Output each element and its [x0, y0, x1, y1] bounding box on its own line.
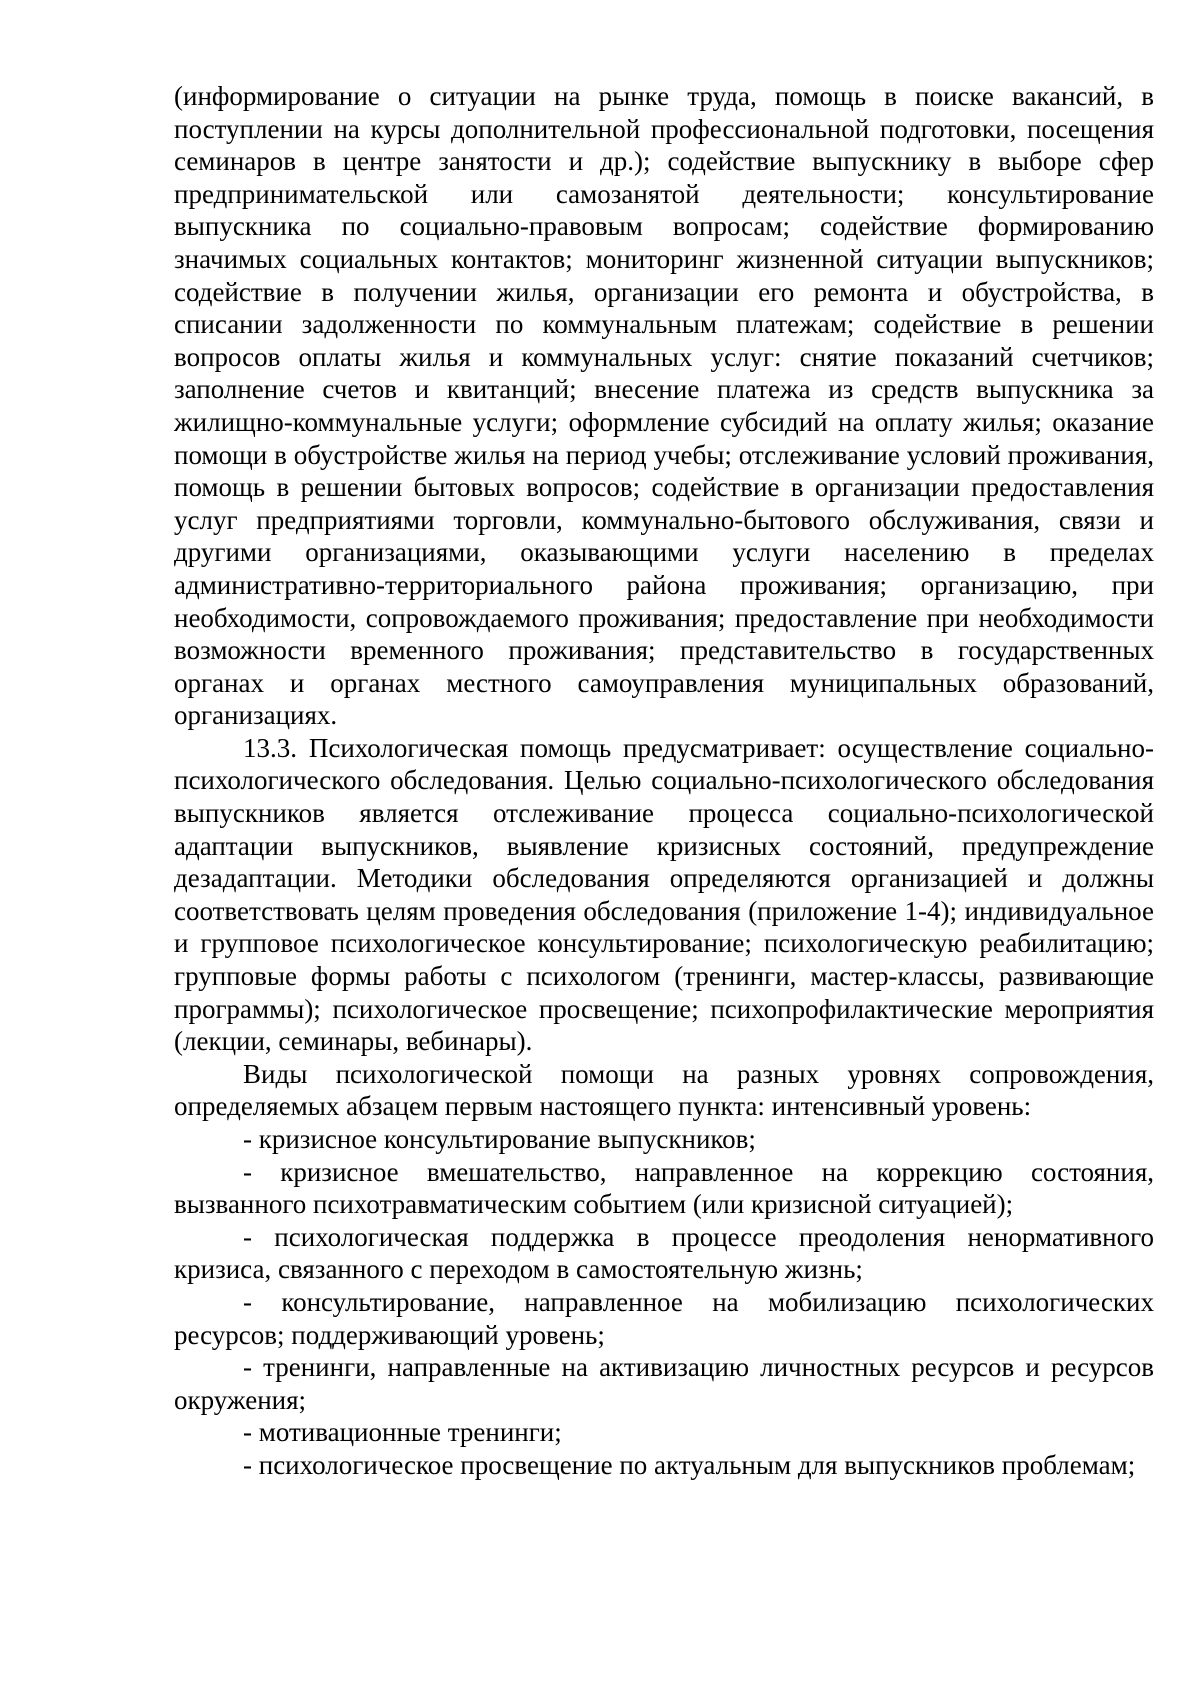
list-item-resource-trainings: - тренинги, направленные на активизацию личностных ресурсов и ресурсов окружения;: [174, 1352, 1154, 1415]
list-item-motivational-trainings: - мотивационные тренинги;: [243, 1417, 562, 1448]
paragraph-employment-and-housing-support: (информирование о ситуации на рынке труда, помощь в поиске вакансий, в поступлении на курсы дополнительной профессиональной подготовки, посещения семинаров в центре занятости и др.); содействие выпускнику в выборе сфер предпринимательской или самозанятой деятельности; консультирование выпускника по социально-правовым вопросам; содействие формированию значимых социальных контактов; мониторинг жизненной ситуации выпускников; содействие в получении жилья, организации его ремонта и обустройства, в списании задолженности по коммунальным платежам; содействие в решении вопросов оплаты жилья и коммунальных услуг: снятие показаний счетчиков; заполнение счетов и квитанций; внесение платежа из средств выпускника за жилищно-коммунальные услуги; оформление субсидий на оплату жилья; оказание помощи в обустройстве жилья на период учебы; отслеживание условий проживания, помощь в решении бытовых вопросов; содействие в организации предоставления услуг предприятиями торговли, коммунально-бытового обслуживания, связи и другими организациями, оказывающими услуги населению в пределах административно-территориального района проживания; организацию, при необходимости, сопровождаемого проживания; предоставление при необходимости возможности временного проживания; представительство в государственных органах и органах местного самоуправления муниципальных образований, организациях.: [174, 81, 1154, 731]
list-item-psychological-support: - психологическая поддержка в процессе преодоления ненормативного кризиса, связанного с переходом в самостоятельную жизнь;: [174, 1221, 1154, 1285]
paragraph-help-levels-intro: Виды психологической помощи на разных уровнях сопровождения, определяемых абзацем первым настоящего пункта: интенсивный уровень:: [174, 1058, 1154, 1122]
list-item-crisis-intervention: - кризисное вмешательство, направленное на коррекцию состояния, вызванного психотравматическим событием (или кризисной ситуацией);: [174, 1156, 1154, 1220]
list-item-resource-mobilization: - консультирование, направленное на мобилизацию психологических ресурсов; поддерживающий уровень;: [174, 1286, 1154, 1350]
paragraph-13-3-psychological-help: 13.3. Психологическая помощь предусматривает: осуществление социально-психологического обследования. Целью социально-психологического обследования выпускников является отслеживание процесса социально-психологической адаптации выпускников, выявление кризисных состояний, предупреждение дезадаптации. Методики обследования определяются организацией и должны соответствовать целям проведения обследования (приложение 1-4); индивидуальное и групповое психологическое консультирование; психологическую реабилитацию; групповые формы работы с психологом (тренинги, мастер-классы, развивающие программы); психологическое просвещение; психопрофилактические мероприятия (лекции, семинары, вебинары).: [174, 732, 1154, 1057]
list-item-crisis-counseling: - кризисное консультирование выпускников;: [243, 1124, 756, 1154]
list-item-psychological-education: - психологическое просвещение по актуальным для выпускников проблемам;: [243, 1449, 1136, 1480]
